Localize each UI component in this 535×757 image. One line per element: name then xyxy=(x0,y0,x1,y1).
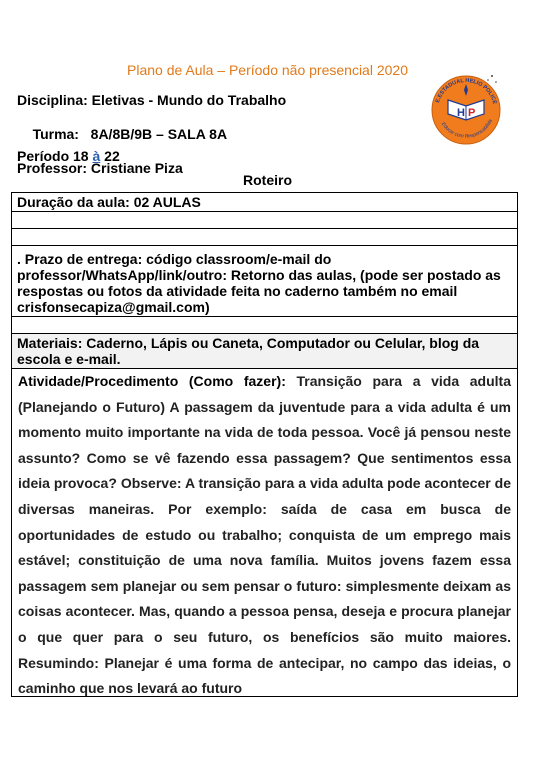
period-suffix: 22 xyxy=(100,148,120,164)
prazo-text: . Prazo de entrega: código classroom/e-mail do professor/WhatsApp/link/outro: Retorno das aulas, (pode ser postado as respostas ou fotos da atividade feita no caderno também no email crisfonsecapiza@gmail.com) xyxy=(17,251,501,315)
logo-letter-p: P xyxy=(468,107,476,119)
duracao-row xyxy=(12,193,517,211)
page-title: Plano de Aula – Período não presencial 2020 xyxy=(127,62,408,78)
header-info xyxy=(17,92,286,177)
lesson-table xyxy=(11,192,518,697)
period-prefix: Período 18 xyxy=(17,148,93,164)
professor-label: Professor: xyxy=(17,160,88,176)
materiais-row xyxy=(12,333,517,368)
duracao-text: Duração da aula: 02 AULAS xyxy=(17,194,201,210)
disciplina-line xyxy=(17,92,286,109)
atividade-label: Atividade/Procedimento (Como fazer): xyxy=(18,373,286,389)
prazo-row xyxy=(12,245,517,316)
materiais-value: Caderno, Lápis ou Caneta, Computador ou Celular, blog da escola e e-mail. xyxy=(17,335,480,367)
turma-label: Turma: xyxy=(32,126,79,142)
logo-letter-h: H xyxy=(457,107,465,119)
empty-row xyxy=(12,228,517,245)
period-line xyxy=(17,148,120,164)
logo-bottom-text: Educar com Responsabilida xyxy=(440,118,494,140)
professor-value: Cristiane Piza xyxy=(87,160,183,176)
atividade-value: Transição para a vida adulta (Planejando o Futuro) A passagem da juventude para a vida adulta é um momento muito importante na vida de toda pessoa. Você já pensou neste assunto? Como se vê fazendo essa passagem? Que sentimentos essa ideia provoca? Observe: A transição para a vida adulta pode acontecer de diversas maneiras. Por exemplo: saída de casa em busca de oportunidades de estudo ou trabalho; conquista de um emprego mais estável; constituição de uma nova família. Muitos jovens fazem essa passagem sem planejar ou sem pensar o futuro: simplesmente deixam as coisas acontecer. Mas, quando a pessoa pensa, deseja e procura planejar o que quer para o seu futuro, os benefícios são muito maiores. Resumindo: Planejar é uma forma de antecipar, no campo das ideias, o caminho que nos levará ao futuro xyxy=(18,373,511,696)
school-logo-icon xyxy=(426,70,506,150)
turma-value: 8A/8B/9B – SALA 8A xyxy=(78,126,228,142)
logo-top-text: E.ESTADUAL HELIO POLICE xyxy=(435,77,498,105)
disciplina-value: Eletivas - Mundo do Trabalho xyxy=(87,92,287,108)
disciplina-label: Disciplina: xyxy=(17,92,88,108)
materiais-label: Materiais: xyxy=(17,335,83,351)
atividade-row xyxy=(12,368,517,696)
empty-row xyxy=(12,316,517,333)
empty-row xyxy=(12,211,517,228)
period-link[interactable]: à xyxy=(92,148,101,164)
roteiro-heading: Roteiro xyxy=(243,172,292,188)
